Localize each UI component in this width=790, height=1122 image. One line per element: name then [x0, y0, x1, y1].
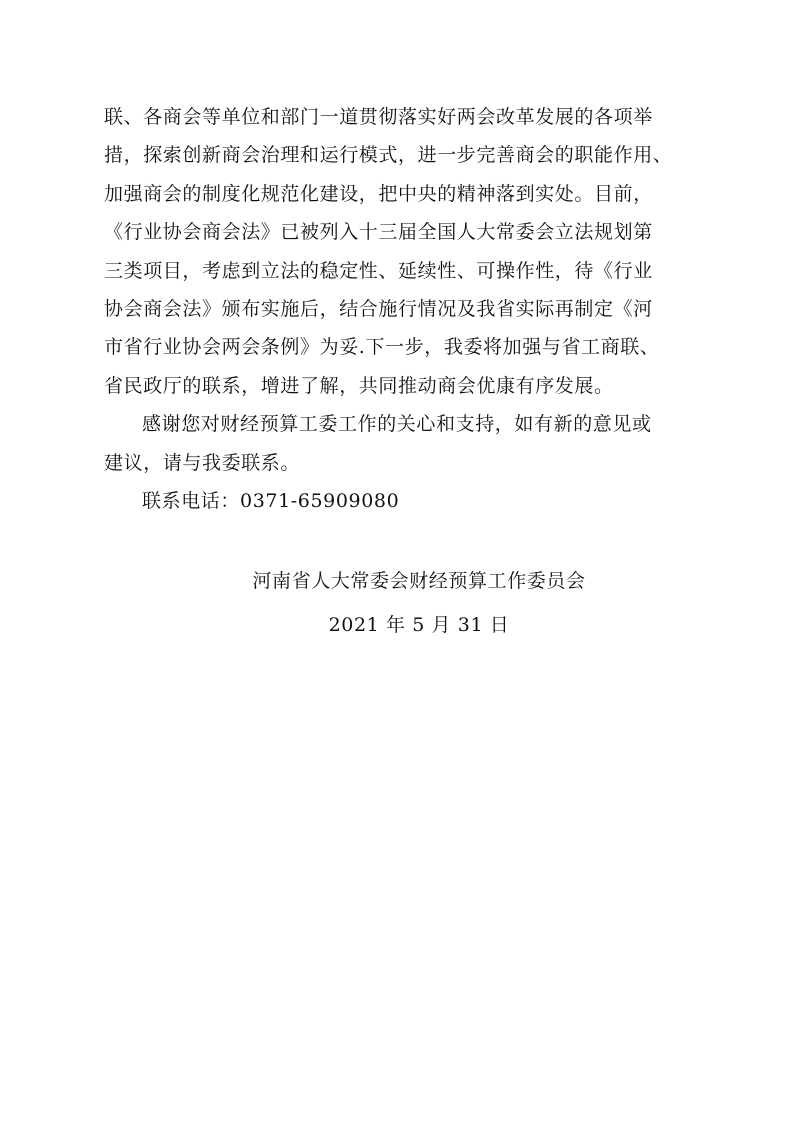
text-line: 市省行业协会两会条例》为妥.下一步，我委将加强与省工商联、 [104, 336, 660, 359]
paragraph-contact [104, 482, 688, 520]
text-line: 加强商会的制度化规范化建设，把中央的精神落到实处。目前， [104, 182, 653, 205]
letter-body [104, 98, 688, 520]
text-line: 联、各商会等单位和部门一道贯彻落实好两会改革发展的各项举 [104, 106, 653, 128]
text-line: 感谢您对财经预算工委工作的关心和支持，如有新的意见或 [142, 413, 652, 436]
signature-date: 2021 年 5 月 31 日 [328, 614, 510, 636]
text-line: 建议，请与我委联系。 [104, 451, 301, 474]
paragraph-reform [104, 98, 688, 405]
text-line: 三类项目，考虑到立法的稳定性、延续性、可操作性，待《行业 [104, 259, 653, 282]
text-line: 措，探索创新商会治理和运行模式，进一步完善商会的职能作用、 [104, 144, 673, 167]
signature-organization: 河南省人大常委会财经预算工作委员会 [252, 570, 586, 592]
text-line: 《行业协会商会法》已被列入十三届全国人大常委会立法规划第 [104, 221, 653, 244]
text-line: 省民政厅的联系，增进了解，共同推动商会优康有序发展。 [104, 374, 614, 397]
paragraph-thanks [104, 405, 688, 482]
contact-phone: 联系电话：0371-65909080 [142, 490, 400, 513]
text-line: 协会商会法》颁布实施后，结合施行情况及我省实际再制定《河 [104, 298, 653, 321]
